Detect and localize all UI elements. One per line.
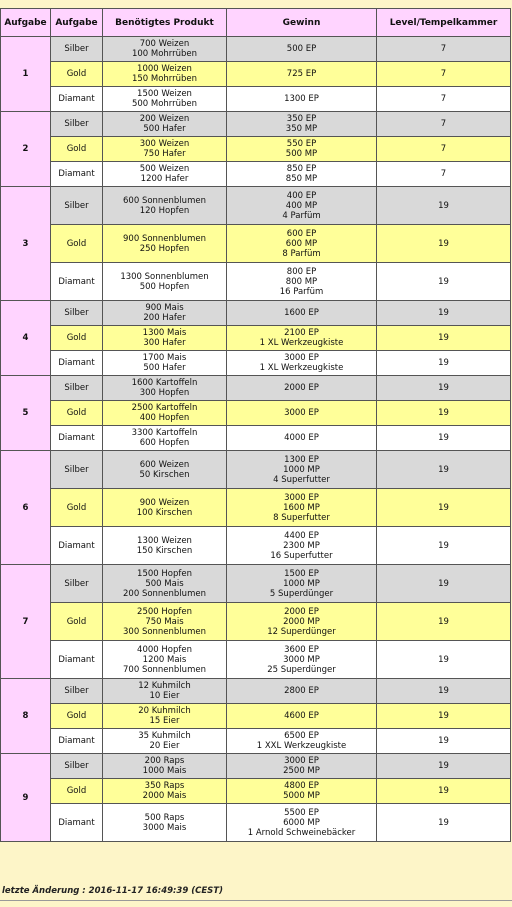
- reward-cell: [227, 376, 377, 401]
- product-line: 900 Mais: [145, 303, 184, 313]
- reward-cell: [227, 351, 377, 376]
- reward-line: 350 MP: [285, 124, 318, 134]
- product-line: 900 Sonnenblumen: [123, 233, 206, 244]
- tier-cell: Gold: [51, 401, 103, 426]
- tier-cell: Diamant: [51, 263, 103, 301]
- reward-line: 2000 EP: [284, 606, 319, 617]
- quest-row: [1, 187, 511, 225]
- reward-line: 1600 MP: [283, 502, 320, 513]
- level-cell: 19: [377, 401, 511, 426]
- reward-line: 5000 MP: [283, 791, 320, 801]
- product-line: 1200 Hafer: [140, 174, 189, 184]
- product-line: 1600 Kartoffeln: [131, 378, 198, 388]
- quest-row: [1, 376, 511, 401]
- product-line: 700 Weizen: [139, 39, 190, 49]
- reward-line: 400 EP: [286, 190, 317, 201]
- reward-cell: [227, 87, 377, 112]
- product-line: 750 Mais: [145, 616, 184, 627]
- reward-line: 1 Arnold Schweinebäcker: [247, 827, 356, 838]
- reward-line: 6500 EP: [284, 731, 319, 741]
- tier-cell: Silber: [51, 37, 103, 62]
- reward-line: 850 EP: [286, 164, 317, 174]
- reward-line: 2300 MP: [283, 540, 320, 551]
- reward-line: 1000 MP: [283, 578, 320, 589]
- quest-number-cell: 4: [1, 301, 51, 376]
- level-cell: 19: [377, 426, 511, 451]
- reward-cell: [227, 679, 377, 704]
- product-line: 300 Hafer: [143, 338, 186, 348]
- quest-table-body: [1, 37, 511, 842]
- product-cell: [103, 162, 227, 187]
- reward-line: 4 Parfüm: [282, 210, 321, 221]
- reward-line: 600 EP: [286, 228, 317, 239]
- quest-row: [1, 704, 511, 729]
- product-line: 150 Kirschen: [136, 545, 193, 556]
- reward-line: 725 EP: [286, 69, 317, 79]
- tier-cell: Gold: [51, 489, 103, 527]
- reward-line: 800 MP: [285, 276, 318, 287]
- reward-line: 1300 EP: [284, 454, 319, 465]
- reward-line: 5500 EP: [284, 807, 319, 818]
- product-cell: [103, 225, 227, 263]
- quest-row: [1, 451, 511, 489]
- reward-cell: [227, 451, 377, 489]
- quest-number-cell: 6: [1, 451, 51, 565]
- quest-row: [1, 603, 511, 641]
- reward-line: 550 EP: [286, 139, 317, 149]
- reward-line: 2500 MP: [283, 766, 320, 776]
- product-line: 200 Weizen: [139, 114, 190, 124]
- product-line: 500 Raps: [144, 812, 185, 823]
- product-line: 300 Hopfen: [139, 388, 190, 398]
- reward-line: 4400 EP: [284, 530, 319, 541]
- level-cell: 19: [377, 187, 511, 225]
- reward-line: 1000 MP: [283, 464, 320, 475]
- product-line: 1200 Mais: [142, 654, 187, 665]
- reward-line: 1300 EP: [284, 94, 319, 104]
- product-cell: [103, 527, 227, 565]
- product-cell: [103, 37, 227, 62]
- header-reward: Gewinn: [227, 9, 377, 37]
- tier-cell: Gold: [51, 225, 103, 263]
- reward-line: 1600 EP: [284, 308, 319, 318]
- quest-row: [1, 401, 511, 426]
- product-line: 1300 Weizen: [137, 535, 192, 546]
- product-cell: [103, 401, 227, 426]
- product-cell: [103, 351, 227, 376]
- quest-number-cell: 7: [1, 565, 51, 679]
- quest-number-cell: 3: [1, 187, 51, 301]
- quest-row: [1, 87, 511, 112]
- reward-line: 500 EP: [286, 44, 317, 54]
- product-line: 120 Hopfen: [139, 205, 190, 216]
- product-cell: [103, 87, 227, 112]
- reward-line: 16 Parfüm: [279, 286, 324, 297]
- reward-line: 350 EP: [286, 114, 317, 124]
- footer-divider: [0, 900, 512, 901]
- tier-cell: Diamant: [51, 426, 103, 451]
- quest-row: [1, 301, 511, 326]
- product-line: 500 Hopfen: [139, 281, 190, 292]
- tier-cell: Silber: [51, 301, 103, 326]
- product-line: 1500 Weizen: [137, 89, 192, 99]
- product-line: 300 Weizen: [139, 139, 190, 149]
- level-cell: 7: [377, 137, 511, 162]
- quest-row: [1, 527, 511, 565]
- tier-cell: Gold: [51, 137, 103, 162]
- reward-line: 4800 EP: [284, 781, 319, 791]
- quest-number-cell: 8: [1, 679, 51, 754]
- quest-row: [1, 112, 511, 137]
- level-cell: 19: [377, 704, 511, 729]
- product-line: 500 Mais: [145, 578, 184, 589]
- tier-cell: Gold: [51, 603, 103, 641]
- reward-line: 4600 EP: [284, 711, 319, 721]
- quest-table: [0, 8, 511, 842]
- tier-cell: Gold: [51, 779, 103, 804]
- reward-line: 8 Parfüm: [282, 248, 321, 259]
- level-cell: 19: [377, 603, 511, 641]
- product-line: 700 Sonnenblumen: [123, 664, 206, 675]
- quest-row: [1, 565, 511, 603]
- tier-cell: Gold: [51, 326, 103, 351]
- quest-row: [1, 729, 511, 754]
- product-cell: [103, 754, 227, 779]
- level-cell: 19: [377, 565, 511, 603]
- product-line: 500 Mohrrüben: [131, 99, 198, 109]
- quest-row: [1, 62, 511, 87]
- product-line: 4000 Hopfen: [137, 644, 192, 655]
- product-line: 500 Hafer: [143, 124, 186, 134]
- reward-cell: [227, 489, 377, 527]
- quest-row: [1, 754, 511, 779]
- product-cell: [103, 804, 227, 842]
- tier-cell: Diamant: [51, 87, 103, 112]
- reward-cell: [227, 225, 377, 263]
- reward-line: 1 XL Werkzeugkiste: [259, 338, 344, 348]
- reward-line: 2000 MP: [283, 616, 320, 627]
- reward-line: 3000 EP: [284, 408, 319, 418]
- product-line: 1000 Mais: [142, 766, 187, 776]
- product-cell: [103, 62, 227, 87]
- tier-cell: Diamant: [51, 729, 103, 754]
- product-cell: [103, 489, 227, 527]
- reward-line: 3000 EP: [284, 353, 319, 363]
- reward-line: 3000 EP: [284, 756, 319, 766]
- tier-cell: Diamant: [51, 527, 103, 565]
- product-line: 750 Hafer: [143, 149, 186, 159]
- reward-cell: [227, 137, 377, 162]
- quest-row: [1, 489, 511, 527]
- reward-line: 6000 MP: [283, 817, 320, 828]
- reward-cell: [227, 263, 377, 301]
- reward-cell: [227, 804, 377, 842]
- product-cell: [103, 641, 227, 679]
- quest-row: [1, 641, 511, 679]
- reward-line: 8 Superfutter: [273, 512, 330, 523]
- reward-line: 2100 EP: [284, 328, 319, 338]
- level-cell: 7: [377, 37, 511, 62]
- level-cell: 19: [377, 804, 511, 842]
- product-cell: [103, 187, 227, 225]
- reward-line: 3000 EP: [284, 492, 319, 503]
- reward-line: 3000 MP: [283, 654, 320, 665]
- reward-line: 25 Superdünger: [267, 664, 336, 675]
- product-line: 2500 Hopfen: [137, 606, 192, 617]
- product-cell: [103, 779, 227, 804]
- header-level: Level/Tempelkammer: [377, 9, 511, 37]
- reward-line: 4 Superfutter: [273, 474, 330, 485]
- reward-cell: [227, 704, 377, 729]
- product-cell: [103, 565, 227, 603]
- product-line: 100 Kirschen: [136, 507, 193, 518]
- level-cell: 19: [377, 326, 511, 351]
- product-cell: [103, 426, 227, 451]
- header-product: Benötigtes Produkt: [103, 9, 227, 37]
- product-line: 1500 Hopfen: [137, 568, 192, 579]
- product-cell: [103, 451, 227, 489]
- reward-cell: [227, 37, 377, 62]
- quest-row: [1, 351, 511, 376]
- product-line: 400 Hopfen: [139, 413, 190, 423]
- quest-row: [1, 225, 511, 263]
- product-cell: [103, 376, 227, 401]
- reward-line: 4000 EP: [284, 433, 319, 443]
- reward-line: 500 MP: [285, 149, 318, 159]
- tier-cell: Silber: [51, 754, 103, 779]
- product-line: 150 Mohrrüben: [131, 74, 198, 84]
- level-cell: 19: [377, 754, 511, 779]
- product-line: 50 Kirschen: [139, 469, 190, 480]
- level-cell: 7: [377, 87, 511, 112]
- quest-row: [1, 37, 511, 62]
- tier-cell: Silber: [51, 187, 103, 225]
- product-line: 12 Kuhmilch: [138, 681, 191, 691]
- reward-cell: [227, 62, 377, 87]
- tier-cell: Silber: [51, 112, 103, 137]
- level-cell: 19: [377, 489, 511, 527]
- level-cell: 19: [377, 527, 511, 565]
- product-cell: [103, 326, 227, 351]
- product-line: 500 Weizen: [139, 164, 190, 174]
- product-cell: [103, 263, 227, 301]
- product-line: 200 Raps: [144, 756, 185, 766]
- reward-cell: [227, 426, 377, 451]
- product-cell: [103, 112, 227, 137]
- tier-cell: Gold: [51, 62, 103, 87]
- level-cell: 19: [377, 641, 511, 679]
- tier-cell: Diamant: [51, 351, 103, 376]
- product-line: 35 Kuhmilch: [138, 731, 191, 741]
- reward-cell: [227, 301, 377, 326]
- product-line: 15 Eier: [149, 716, 180, 726]
- reward-cell: [227, 187, 377, 225]
- reward-cell: [227, 729, 377, 754]
- tier-cell: Silber: [51, 679, 103, 704]
- product-line: 20 Kuhmilch: [138, 706, 191, 716]
- reward-line: 2800 EP: [284, 686, 319, 696]
- reward-line: 1500 EP: [284, 568, 319, 579]
- level-cell: 19: [377, 729, 511, 754]
- header-aufgabe-number: Aufgabe: [1, 9, 51, 37]
- reward-line: 1 XL Werkzeugkiste: [259, 363, 344, 373]
- level-cell: 19: [377, 451, 511, 489]
- product-line: 200 Sonnenblumen: [123, 588, 206, 599]
- level-cell: 19: [377, 301, 511, 326]
- tier-cell: Silber: [51, 376, 103, 401]
- reward-cell: [227, 603, 377, 641]
- reward-cell: [227, 641, 377, 679]
- quest-table-wrapper: [0, 8, 510, 842]
- product-line: 350 Raps: [144, 781, 185, 791]
- reward-cell: [227, 112, 377, 137]
- reward-line: 5 Superdünger: [269, 588, 334, 599]
- product-line: 3300 Kartoffeln: [131, 428, 198, 438]
- quest-row: [1, 137, 511, 162]
- product-cell: [103, 603, 227, 641]
- header-aufgabe-tier: Aufgabe: [51, 9, 103, 37]
- product-line: 1300 Sonnenblumen: [120, 271, 209, 282]
- quest-number-cell: 2: [1, 112, 51, 187]
- product-line: 600 Weizen: [139, 459, 190, 470]
- tier-cell: Diamant: [51, 641, 103, 679]
- tier-cell: Gold: [51, 704, 103, 729]
- reward-line: 16 Superfutter: [270, 550, 333, 561]
- reward-cell: [227, 779, 377, 804]
- level-cell: 19: [377, 679, 511, 704]
- reward-line: 2000 EP: [284, 383, 319, 393]
- product-line: 250 Hopfen: [139, 243, 190, 254]
- product-line: 100 Mohrrüben: [131, 49, 198, 59]
- reward-cell: [227, 565, 377, 603]
- product-line: 500 Hafer: [143, 363, 186, 373]
- quest-row: [1, 326, 511, 351]
- level-cell: 7: [377, 62, 511, 87]
- reward-line: 400 MP: [285, 200, 318, 211]
- product-cell: [103, 729, 227, 754]
- level-cell: 7: [377, 112, 511, 137]
- level-cell: 7: [377, 162, 511, 187]
- quest-row: [1, 162, 511, 187]
- quest-row: [1, 679, 511, 704]
- reward-line: 3600 EP: [284, 644, 319, 655]
- reward-line: 600 MP: [285, 238, 318, 249]
- tier-cell: Silber: [51, 451, 103, 489]
- product-line: 1000 Weizen: [137, 64, 192, 74]
- level-cell: 19: [377, 263, 511, 301]
- quest-row: [1, 804, 511, 842]
- product-line: 2500 Kartoffeln: [131, 403, 198, 413]
- tier-cell: Silber: [51, 565, 103, 603]
- reward-line: 12 Superdünger: [267, 626, 336, 637]
- reward-cell: [227, 754, 377, 779]
- product-line: 900 Weizen: [139, 497, 190, 508]
- product-line: 3000 Mais: [142, 822, 187, 833]
- product-cell: [103, 704, 227, 729]
- last-modified-text: letzte Änderung : 2016-11-17 16:49:39 (CEST): [2, 886, 223, 896]
- quest-row: [1, 426, 511, 451]
- product-cell: [103, 679, 227, 704]
- reward-line: 800 EP: [286, 266, 317, 277]
- product-cell: [103, 137, 227, 162]
- header-row: [1, 9, 511, 37]
- product-line: 10 Eier: [149, 691, 180, 701]
- product-cell: [103, 301, 227, 326]
- quest-row: [1, 263, 511, 301]
- level-cell: 19: [377, 225, 511, 263]
- reward-line: 850 MP: [285, 174, 318, 184]
- product-line: 300 Sonnenblumen: [123, 626, 206, 637]
- quest-number-cell: 5: [1, 376, 51, 451]
- quest-number-cell: 9: [1, 754, 51, 842]
- tier-cell: Diamant: [51, 804, 103, 842]
- product-line: 600 Hopfen: [139, 438, 190, 448]
- product-line: 2000 Mais: [142, 791, 187, 801]
- quest-row: [1, 779, 511, 804]
- level-cell: 19: [377, 376, 511, 401]
- product-line: 20 Eier: [149, 741, 180, 751]
- product-line: 1700 Mais: [142, 353, 187, 363]
- reward-cell: [227, 527, 377, 565]
- level-cell: 19: [377, 351, 511, 376]
- reward-cell: [227, 162, 377, 187]
- reward-line: 1 XXL Werkzeugkiste: [256, 741, 347, 751]
- product-line: 1300 Mais: [142, 328, 187, 338]
- quest-number-cell: 1: [1, 37, 51, 112]
- level-cell: 19: [377, 779, 511, 804]
- reward-cell: [227, 326, 377, 351]
- product-line: 600 Sonnenblumen: [123, 195, 206, 206]
- tier-cell: Diamant: [51, 162, 103, 187]
- product-line: 200 Hafer: [143, 313, 186, 323]
- reward-cell: [227, 401, 377, 426]
